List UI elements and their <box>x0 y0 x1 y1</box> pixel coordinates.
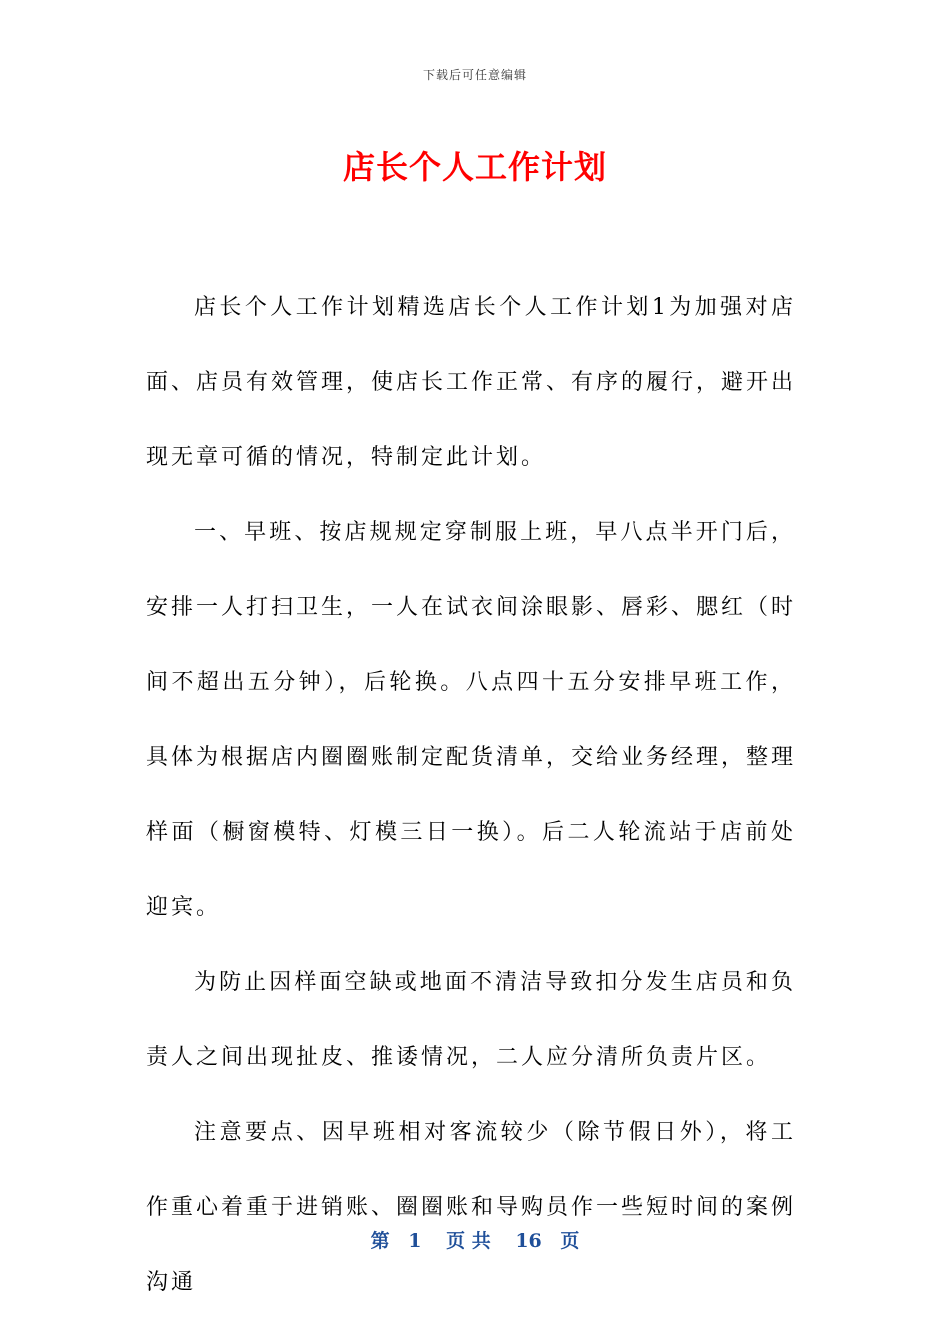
footer-prefix: 第 <box>370 1230 390 1252</box>
paragraph-1: 店长个人工作计划精选店长个人工作计划1为加强对店面、店员有效管理，使店长工作正常、有序的履行，避开出现无章可循的情况，特制定此计划。 <box>146 295 797 470</box>
total-pages-number: 16 <box>515 1230 542 1252</box>
paragraph-2: 一、早班、按店规规定穿制服上班，早八点半开门后，安排一人打扫卫生，一人在试衣间涂眼影、唇彩、腮红（时间不超出五分钟），后轮换。八点四十五分安排早班工作，具体为根据店内圈圈账制定配货清单，交给业务经理，整理样面（橱窗模特、灯模三日一换）。后二人轮流站于店前处迎宾。 <box>146 520 797 920</box>
paragraph-3: 为防止因样面空缺或地面不清洁导致扣分发生店员和负责人之间出现扯皮、推诿情况，二人应分清所负责片区。 <box>146 970 796 1070</box>
page-footer <box>0 1226 950 1253</box>
current-page-number: 1 <box>408 1230 422 1252</box>
paragraph-4: 注意要点、因早班相对客流较少（除节假日外），将工作重心着重于进销账、圈圈账和导购员作一些短时间的案例沟通 <box>146 1120 797 1295</box>
document-body <box>146 270 796 1320</box>
footer-middle: 页 共 <box>446 1230 491 1252</box>
document-title: 店长个人工作计划 <box>342 148 607 186</box>
footer-suffix: 页 <box>560 1230 580 1252</box>
header-note: 下载后可任意编辑 <box>422 68 527 82</box>
